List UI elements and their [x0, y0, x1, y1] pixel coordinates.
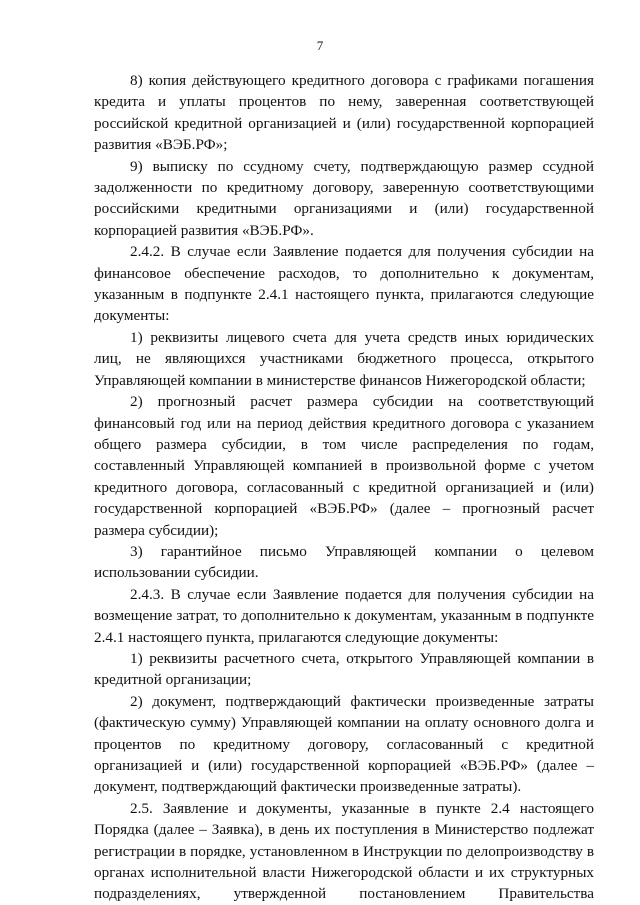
paragraph-item-8-copy-credit-agreement: 8) копия действующего кредитного договора с графиками погашения кредита и уплаты процентов по нему, заверенная соответствующей российской кредитной организацией и (или) государственной корпорацией развития «ВЭБ.РФ»; [94, 72, 594, 154]
paragraph-2-4-2-item-1: 1) реквизиты лицевого счета для учета средств иных юридических лиц, не являющихся участниками бюджетного процесса, открытого Управляющей компании в министерстве финансов Нижегородской области; [94, 328, 594, 389]
page-number: 7 [316, 38, 324, 53]
paragraph-2-4-3: 2.4.3. В случае если Заявление подается для получения субсидии на возмещение затрат, то дополнительно к документам, указанным в подпункте 2.4.1 настоящего пункта, прилагаются следующие документы: [94, 585, 594, 646]
paragraph-item-9-loan-account-statement: 9) выписку по ссудному счету, подтверждающую размер ссудной задолженности по кредитному договору, заверенную соответствующими российскими кредитными организациями и (или) государственной корпорацией развития «ВЭБ.РФ». [94, 157, 594, 239]
paragraph-2-4-3-item-2: 2) документ, подтверждающий фактически произведенные затраты (фактическую сумму) Управляющей компании на оплату основного долга и процентов по кредитному договору, согласованный с кредитной организацией и (или) государственной корпорацией «ВЭБ.РФ» (далее – документ, подтверждающий фактически произведенные затраты). [94, 692, 594, 796]
paragraph-2-4-2: 2.4.2. В случае если Заявление подается для получения субсидии на финансовое обеспечение расходов, то дополнительно к документам, указанным в подпункте 2.4.1 настоящего пункта, прилагаются следующие документы: [94, 243, 594, 325]
paragraph-2-4-2-item-3: 3) гарантийное письмо Управляющей компании о целевом использовании субсидии. [94, 542, 594, 582]
paragraph-2-4-2-item-2: 2) прогнозный расчет размера субсидии на соответствующий финансовый год или на период действия кредитного договора с указанием общего размера субсидии, в том числе распределения по годам, составленный Управляющей компанией в произвольной форме с учетом кредитного договора, согласованный с кредитной организацией и (или) государственной корпорацией «ВЭБ.РФ» (далее – прогнозный расчет размера субсидии); [94, 393, 594, 539]
paragraph-2-5: 2.5. Заявление и документы, указанные в пункте 2.4 настоящего Порядка (далее – Заявка), в день их поступления в Министерство подлежат регистрации в порядке, установленном в Инструкции по делопроизводству в органах исполнительной власти Нижегородской области и их структурных подразделениях, утвержденной постановлением Правительства [94, 799, 594, 903]
document-body [94, 70, 594, 905]
paragraph-2-4-3-item-1: 1) реквизиты расчетного счета, открытого Управляющей компании в кредитной организации; [94, 649, 594, 689]
